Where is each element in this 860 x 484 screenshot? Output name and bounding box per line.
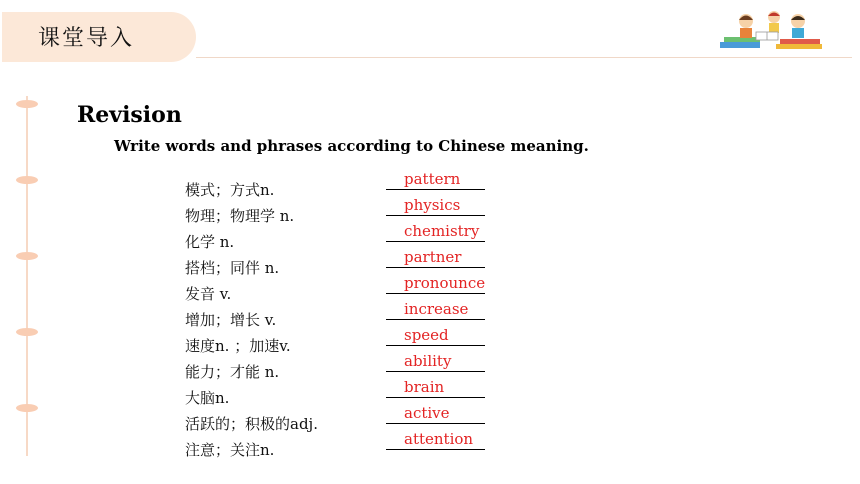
header-divider xyxy=(196,57,852,58)
vocab-prompt: 化学 n. xyxy=(185,233,235,251)
vocab-row xyxy=(0,302,860,328)
vocab-row xyxy=(0,354,860,380)
vocab-prompt: 搭档；同伴 n. xyxy=(185,259,280,277)
answer-blank xyxy=(386,189,485,190)
instruction-text: Write words and phrases according to Chinese meaning. xyxy=(114,137,589,155)
vocab-row xyxy=(0,250,860,276)
vocab-answer: brain xyxy=(404,378,445,396)
vocab-prompt: 速度n. ；加速v. xyxy=(185,337,291,355)
answer-blank xyxy=(386,267,485,268)
vocab-prompt: 物理；物理学 n. xyxy=(185,207,295,225)
vocab-row xyxy=(0,276,860,302)
answer-blank xyxy=(386,319,485,320)
vocab-prompt: 能力；才能 n. xyxy=(185,363,280,381)
vocab-prompt: 发音 v. xyxy=(185,285,232,303)
vocab-answer: pronounce xyxy=(404,274,486,292)
vocab-answer: partner xyxy=(404,248,462,266)
vocab-row xyxy=(0,198,860,224)
answer-blank xyxy=(386,215,485,216)
vocab-answer: active xyxy=(404,404,450,422)
vocab-row xyxy=(0,432,860,458)
answer-blank xyxy=(386,423,485,424)
vocab-answer: physics xyxy=(404,196,461,214)
vocab-answer: pattern xyxy=(404,170,461,188)
vocab-answer: increase xyxy=(404,300,469,318)
answer-blank xyxy=(386,241,485,242)
answer-blank xyxy=(386,293,485,294)
answer-blank xyxy=(386,345,485,346)
header-tab xyxy=(2,12,196,62)
vocab-prompt: 大脑n. xyxy=(185,389,230,407)
vocab-row xyxy=(0,380,860,406)
vocab-answer: ability xyxy=(404,352,452,370)
vocab-row xyxy=(0,328,860,354)
vocab-row xyxy=(0,172,860,198)
vocab-prompt: 模式；方式n. xyxy=(185,181,275,199)
header-title: 课堂导入 xyxy=(38,26,135,51)
vocab-answer: speed xyxy=(404,326,449,344)
section-heading: Revision xyxy=(77,102,182,128)
kids-reading-illustration-icon xyxy=(716,8,826,52)
answer-blank xyxy=(386,397,485,398)
vocab-answer: attention xyxy=(404,430,474,448)
vocab-row xyxy=(0,224,860,250)
rail-dot xyxy=(16,100,38,108)
vocab-row xyxy=(0,406,860,432)
vocab-prompt: 增加；增长 v. xyxy=(185,311,277,329)
answer-blank xyxy=(386,371,485,372)
vocab-answer: chemistry xyxy=(404,222,480,240)
vocab-prompt: 活跃的；积极的adj. xyxy=(185,415,318,433)
vocab-prompt: 注意；关注n. xyxy=(185,441,275,459)
answer-blank xyxy=(386,449,485,450)
